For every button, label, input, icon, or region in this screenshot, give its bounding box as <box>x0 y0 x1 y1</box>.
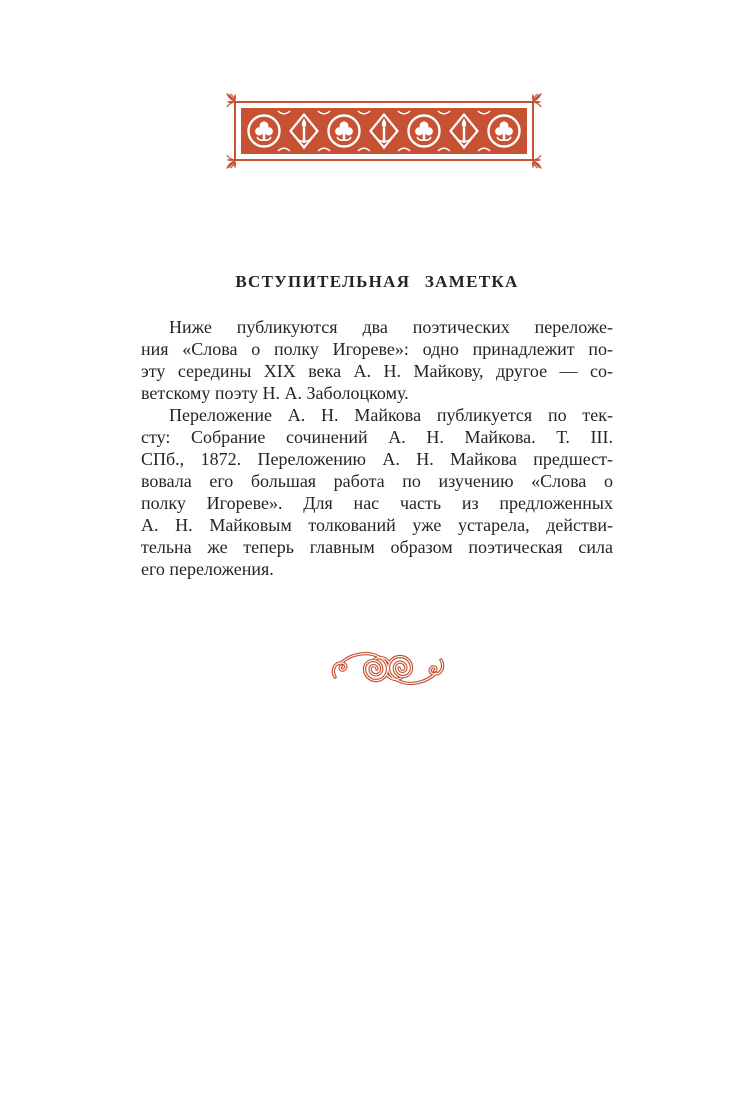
text-line: сту: Собрание сочинений А. Н. Майкова. Т. III. <box>141 427 613 447</box>
text-line: эту середины XIX века А. Н. Майкову, другое — со- <box>141 361 613 381</box>
text-line: СПб., 1872. Переложению А. Н. Майкова предшест- <box>141 449 613 469</box>
scroll-flourish-icon <box>332 652 444 686</box>
text-line: ветскому поэту Н. А. Заболоцкому. <box>141 383 409 403</box>
tailpiece-flourish <box>332 652 444 686</box>
ornamental-header-band <box>226 96 542 166</box>
text-line: его переложения. <box>141 559 274 579</box>
text-line: тельна же теперь главным образом поэтическая сила <box>141 537 613 557</box>
text-line: вовала его большая работа по изучению «Слова о <box>141 471 613 491</box>
text-line: А. Н. Майковым толкований уже устарела, действи- <box>141 515 613 535</box>
text-line: Ниже публикуются два поэтических переложе- <box>169 317 613 337</box>
text-line: ния «Слова о полку Игореве»: одно принадлежит по- <box>141 339 613 359</box>
body-text <box>141 316 613 580</box>
page-title: ВСТУПИТЕЛЬНАЯ ЗАМЕТКА <box>235 272 519 291</box>
ornament-band-icon <box>226 96 542 166</box>
text-line: полку Игореве». Для нас часть из предложенных <box>141 493 613 513</box>
text-line: Переложение А. Н. Майкова публикуется по тек- <box>169 405 613 425</box>
book-page <box>0 96 754 1096</box>
